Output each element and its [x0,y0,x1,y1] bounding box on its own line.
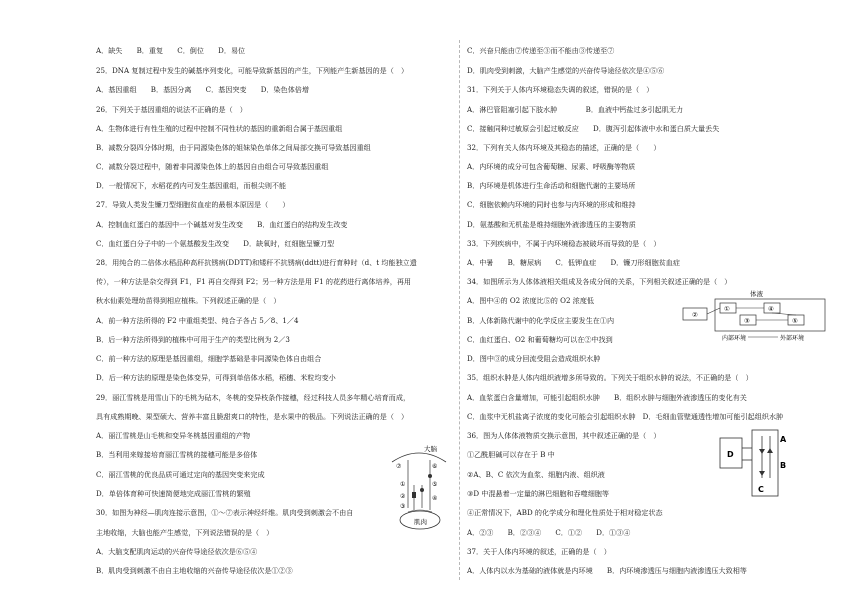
right-column-line: A．内环境的成分可包含葡萄糖、尿素、呼吸酶等物质 [467,162,636,171]
fluid-inner-label: 内部环境 [722,335,747,342]
svg-text:③: ③ [744,317,750,325]
left-column-line: A．缺失 B．重复 C．倒位 D．易位 [96,46,246,55]
right-column-line: A．中暑 B．糖尿病 C．低钾血症 D．镰刀形细胞贫血症 [467,258,680,267]
left-column-line: C．前一种方法的原理是基因重组，细胞学基础是非同源染色体自由组合 [96,354,322,363]
fig-num-5: ⑤ [432,481,438,488]
right-column-line: B．内环境是机体进行生命活动和细胞代谢的主要场所 [467,181,636,190]
left-column-line: B．当利用来嫁接培育丽江雪桃的接穗可能是多倍体 [96,450,258,459]
right-column-line: D．图中③的成分回流受阻会造成组织水肿 [467,354,601,363]
right-column-line: B．人体新陈代谢中的化学反应主要发生在①内 [467,316,615,325]
svg-text:B: B [780,461,787,470]
right-column-line: C．兴奋只能由⑦传递至③而不能由③传递至⑦ [467,46,615,55]
right-column-line: 35．组织水肿是人体内组织液增多所导致的。下列关于组织水肿的说法，不正确的是（ ） [467,373,753,382]
body-fluid-figure [680,288,830,344]
right-column-line: A．②③ B．②③④ C．①② D．①③④ [467,528,631,537]
right-column-line: C．接触同种过敏原会引起过敏反应 D．腹泻引起体液中水和蛋白质大量丢失 [467,124,720,133]
right-column-line: A．图中④的 O2 浓度比⑤的 O2 浓度低 [467,296,595,305]
right-column-line: ④正常情况下，ABD 的化学成分和理化性质处于相对稳定状态 [467,508,663,517]
fig-num-2: ② [400,493,406,500]
right-column-line: A．淋巴管阻塞引起下肢水肿 B．血液中钙盐过多引起肌无力 [467,105,684,114]
left-column-line: C．减数分裂过程中，随着非同源染色体上的基因自由组合可导致基因重组 [96,162,329,171]
left-column-line: 26．下列关于基因重组的说法不正确的是（ ） [96,105,247,114]
fluid-outer-label: 外部环境 [780,335,805,342]
left-column-line: A．生物体进行有性生殖的过程中控制不同性状的基因的重新组合属于基因重组 [96,124,343,133]
right-column-line: C．血浆中无机盐离子浓度的变化可能会引起组织水肿 D．毛细血管壁通透性增加可能引起组织水肿 [467,412,784,421]
left-column-line: 主地收缩，大脑也能产生感觉，下列说法错误的是（ ） [96,528,274,537]
left-column-line: 29．丽江雪桃是用雪山下的毛桃为砧木，冬桃的变异枝条作接穗，经过科技人员多年精心培育而成， [96,393,411,402]
fig-num-3: ③ [400,503,406,510]
right-column-line: C．细胞依赖内环境的同时也参与内环境的形成和维持 [467,200,636,209]
fig-num-6: ⑥ [432,463,438,470]
left-column-line: 28．用纯合的二倍体水稻品种高秆抗锈病(DDTT)和矮秆不抗锈病(ddtt)进行育种时（d、t 均能独立遗 [96,258,417,267]
right-column-line: 33．下列疾病中，不属于内环境稳态被破坏而导致的是（ ） [467,239,661,248]
svg-text:①: ① [724,305,730,313]
fig-num-4: ④ [432,495,438,502]
muscle-label: 肌肉 [414,518,427,526]
right-column-line: D．肌肉受到刺激，大脑产生感觉的兴奋传导途径依次是④⑤⑥ [467,66,665,75]
left-column-line: D．一般情况下，水稻花药内可发生基因重组，而根尖则不能 [96,181,287,190]
left-column-line: D．后一种方法的原理是染色体变异，可得到单倍体水稻，稻穗、米粒均变小 [96,373,336,382]
fig-num-1: ① [400,481,406,488]
brain-label: 大脑 [424,445,437,453]
left-column-line: 秋水仙素处理幼苗得到相应植株。下列叙述正确的是（ ） [96,296,281,305]
left-column-line: 25．DNA 复制过程中发生的碱基序列变化，可能导致新基因的产生，下列能产生新基因的是（ ） [96,66,409,75]
left-column-line: 具有成熟期晚、果型硕大、营养丰富且脆甜爽口的特性，是水果中的极品。下列说法正确的是（ ） [96,412,409,421]
fluid-title: 体液 [750,290,763,298]
fig-num-7: ⑦ [396,463,402,470]
left-column-line: B．减数分裂四分体时期，由于同源染色体的姐妹染色单体之间局部交换可导致基因重组 [96,143,371,152]
left-column-line: 传），一种方法是杂交得到 F1，F1 再自交得到 F2；另一种方法是用 F1 的花药进行离体培养，再用 [96,277,412,286]
right-column-line: ②A、B、C 依次为血浆、细胞内液、组织液 [467,470,605,479]
right-column-line: 37．关于人体内环境的叙述，正确的是（ ） [467,547,611,556]
left-column-line: B．后一种方法所得到的植株中可用于生产的类型比例为 2／3 [96,335,290,344]
right-column-line: 34．如图所示为人体体液相关组成及各成分间的关系，下列相关叙述正确的是（ ） [467,277,732,286]
right-column-line: ①乙酰胆碱可以存在于 B 中 [467,450,555,459]
right-column-line: 31．下列关于人体内环境稳态失调的叙述，错误的是（ ） [467,85,654,94]
right-column-line: A．血浆蛋白含量增加，可能引起组织水肿 B．组织水肿与细胞外液渗透压的变化有关 [467,393,747,402]
right-column-line: 36．图为人体体液物质交换示意图，其中叙述正确的是（ ） [467,431,661,440]
right-column-line: A．人体内以水为基础的液体就是内环境 B．内环境渗透压与细胞内液渗透压大致相等 [467,566,747,575]
right-column-line: ③D 中混悬着一定量的淋巴细胞和吞噬细胞等 [467,489,609,498]
svg-text:④: ④ [768,305,774,313]
left-column-line: 27．导致人类发生镰刀型细胞贫血症的最根本原因是（ ） [96,200,290,209]
left-column-line: C．丽江雪桃的优良品质可通过定向的基因突变来完成 [96,470,265,479]
svg-text:A: A [780,435,787,444]
left-column-line: A．基因重组 B．基因分离 C．基因突变 D．染色体倍增 [96,85,309,94]
column-divider [459,40,460,580]
left-column-line: A．前一种方法所得的 F2 中重组类型、纯合子各占 5／8、1／4 [96,316,299,325]
left-column-line: C．血红蛋白分子中的一个氨基酸发生改变 D．缺氧时，红细胞呈镰刀型 [96,239,335,248]
nerve-muscle-figure [386,440,452,536]
left-column-line: 30．如图为神经—肌肉连接示意图，①～⑦表示神经纤维。肌肉受到刺激会不由自 [96,508,354,517]
left-column-line: A．大脑支配肌肉运动的兴奋传导途径依次是⑥⑤④ [96,547,258,556]
right-column-line: 32．下列有关人体内环境及其稳态的描述，正确的是（ ） [467,143,661,152]
left-column-line: A．控制血红蛋白的基因中一个碱基对发生改变 B．血红蛋白的结构发生改变 [96,220,348,229]
svg-text:D: D [727,450,734,459]
fluid-exchange-figure [718,428,798,500]
left-column-line: B．肌肉受到刺激不由自主地收缩的兴奋传导途径依次是①②③ [96,566,293,575]
svg-text:②: ② [692,311,698,319]
right-column-line: D．氨基酸和无机盐是维持细胞外液渗透压的主要物质 [467,220,636,229]
left-column-line: D．单倍体育种可快速简便地完成丽江雪桃的繁殖 [96,489,251,498]
left-column-line: A．丽江雪桃是山毛桃和变异冬桃基因重组的产物 [96,431,251,440]
right-column-line: C．血红蛋白、O2 和葡萄糖均可以在②中找到 [467,335,613,344]
svg-text:⑤: ⑤ [792,317,798,325]
svg-text:C: C [758,485,764,494]
